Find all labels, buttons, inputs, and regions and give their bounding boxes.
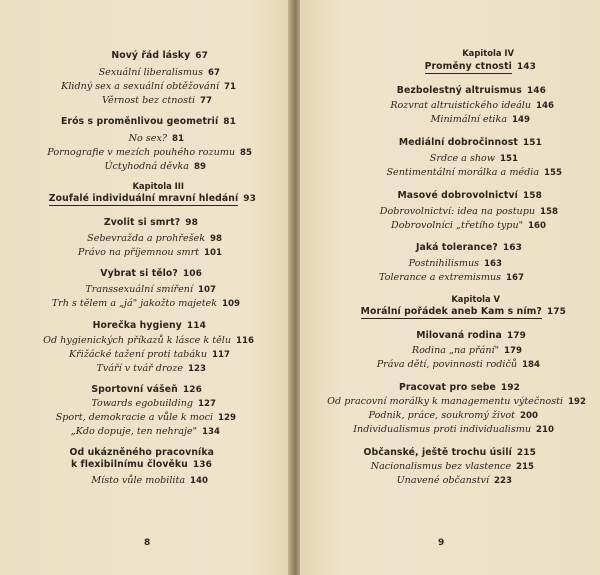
toc-text: Erós s proměnlivou geometrií [60, 116, 219, 127]
toc-subsection [102, 95, 212, 106]
toc-text: Jaká tolerance? [415, 242, 498, 253]
toc-subsection [87, 233, 222, 244]
toc-text: Pornografie v mezích pouhého rozumu [47, 147, 236, 158]
toc-text: Sport, demokracie a vůle k moci [55, 412, 214, 423]
toc-text: Rozvrat altruistického ideálu [390, 100, 532, 111]
toc-page: 151 [500, 154, 518, 164]
toc-text: Transsexuální smíření [85, 284, 194, 295]
toc-subsection [43, 335, 254, 346]
toc-text: Individualismus proti individualismu [353, 424, 532, 435]
left-page [0, 0, 292, 575]
toc-subsection [96, 363, 206, 374]
toc-page: 210 [536, 425, 554, 435]
toc-page: 71 [224, 82, 236, 92]
toc-page: 85 [240, 148, 252, 158]
toc-section [363, 447, 536, 458]
page-number: 8 [144, 538, 151, 548]
toc-page: 200 [520, 411, 538, 421]
toc-section [111, 50, 208, 61]
toc-page: 67 [195, 51, 208, 61]
toc-page: 155 [544, 168, 562, 178]
toc-page: 143 [516, 62, 536, 72]
toc-page: 89 [194, 162, 206, 172]
toc-subsection [391, 220, 546, 231]
toc-page: 77 [200, 96, 212, 106]
toc-page: 146 [536, 101, 554, 111]
chapter-title [49, 193, 256, 204]
toc-page: 163 [502, 243, 522, 253]
toc-text: Zvolit si smrt? [103, 217, 181, 228]
toc-text: Kapitola V [451, 294, 500, 304]
toc-text: Postnihilismus [408, 258, 480, 269]
toc-page: 126 [182, 385, 202, 395]
toc-section [397, 190, 542, 201]
toc-text: Věrnost bez ctnosti [101, 95, 196, 106]
toc-text: Rodina „na přání" [411, 345, 500, 356]
toc-text: Právo na příjemnou smrt [77, 247, 200, 258]
toc-page: 149 [512, 115, 530, 125]
toc-subsection [397, 475, 512, 486]
toc-subsection [104, 161, 206, 172]
toc-page: 98 [185, 218, 198, 228]
toc-subsection [71, 426, 220, 437]
toc-subsection [390, 100, 554, 111]
toc-subsection [353, 424, 554, 435]
toc-text: Dobrovolnictví: idea na postupu [379, 206, 536, 217]
toc-subsection [129, 133, 184, 144]
toc-page: 215 [516, 462, 534, 472]
chapter-title [425, 61, 536, 72]
toc-page: 136 [192, 460, 212, 470]
toc-text: Minimální etika [430, 114, 508, 125]
toc-text: Občanské, ještě trochu úsilí [363, 447, 512, 458]
toc-subsection [47, 147, 252, 158]
toc-subsection [52, 298, 240, 309]
toc-section [69, 447, 214, 458]
toc-page: 134 [202, 427, 220, 437]
toc-text: Tváří v tvář droze [96, 363, 184, 374]
toc-subsection [91, 398, 216, 409]
toc-text: Tolerance a extremismus [379, 272, 502, 283]
toc-text: Horečka hygieny [92, 320, 182, 331]
right-page [300, 0, 600, 575]
toc-section [61, 116, 236, 127]
toc-page: 163 [484, 259, 502, 269]
toc-text: k flexibilnímu člověku [70, 459, 188, 470]
toc-section [397, 85, 546, 96]
toc-page: 158 [540, 207, 558, 217]
toc-page: 223 [494, 476, 512, 486]
toc-page: 116 [236, 336, 254, 346]
toc-section [416, 330, 526, 341]
toc-subsection [56, 412, 236, 423]
toc-text: Místo vůle mobilita [91, 475, 186, 486]
toc-subsection [377, 359, 540, 370]
toc-page: 184 [522, 360, 540, 370]
toc-text: Proměny ctnosti [424, 61, 512, 72]
toc-page: 215 [516, 448, 536, 458]
toc-text: Dobrovolníci „třetího typu" [391, 220, 524, 231]
toc-text: Pracovat pro sebe [398, 382, 496, 393]
toc-subsection [78, 247, 222, 258]
toc-text: Sentimentální morálka a média [386, 167, 540, 178]
toc-subsection [430, 153, 518, 164]
toc-page: 98 [210, 234, 222, 244]
toc-section [399, 382, 520, 393]
toc-text: Úctyhodná děvka [104, 161, 190, 172]
toc-page: 93 [243, 194, 256, 204]
toc-page: 192 [568, 397, 586, 407]
toc-page: 107 [198, 285, 216, 295]
toc-text: Kapitola IV [462, 48, 514, 58]
toc-page: 140 [190, 476, 208, 486]
toc-text: Towards egobuilding [91, 398, 194, 409]
toc-subsection [69, 349, 230, 360]
toc-text: Od ukázněného pracovníka [69, 447, 214, 458]
toc-page: 67 [208, 68, 220, 78]
toc-text: Unavené občanství [396, 475, 490, 486]
toc-page: 123 [188, 364, 206, 374]
toc-section [91, 384, 202, 395]
toc-section [93, 320, 206, 331]
toc-subsection [371, 461, 534, 472]
toc-page: 192 [500, 383, 520, 393]
toc-text: Morální pořádek aneb Kam s ním? [360, 306, 542, 317]
toc-page: 175 [546, 307, 566, 317]
toc-page: 81 [172, 134, 184, 144]
toc-page: 81 [223, 117, 236, 127]
toc-text: Nový řád lásky [111, 50, 191, 61]
toc-page: 179 [506, 331, 526, 341]
toc-text: Milovaná rodina [416, 330, 502, 341]
toc-text: Podnik, práce, soukromý život [368, 410, 516, 421]
toc-subsection [61, 81, 236, 92]
toc-text: Mediální dobročinnost [398, 137, 518, 148]
page-number: 9 [438, 538, 445, 548]
toc-text: Vybrat si tělo? [100, 268, 178, 279]
toc-page: 117 [212, 350, 230, 360]
toc-section [100, 268, 202, 279]
toc-text: Křižácké tažení proti tabáku [69, 349, 208, 360]
toc-section [416, 242, 522, 253]
toc-text: Zoufalé individuální mravní hledání [48, 193, 239, 204]
chapter-title [361, 306, 566, 317]
toc-text: Sexuální liberalismus [98, 67, 204, 78]
toc-text: No sex? [128, 133, 168, 144]
toc-subsection [412, 345, 522, 356]
toc-text: Práva dětí, povinnosti rodičů [376, 359, 518, 370]
toc-page: 179 [504, 346, 522, 356]
toc-page: 158 [522, 191, 542, 201]
toc-page: 106 [182, 269, 202, 279]
toc-text: Od hygienických příkazů k lásce k tělu [43, 335, 232, 346]
chapter-label [132, 181, 184, 191]
toc-page: 114 [186, 321, 206, 331]
toc-text: „Kdo dopuje, ten nehraje" [70, 426, 198, 437]
toc-section [399, 137, 542, 148]
toc-subsection [409, 258, 502, 269]
toc-subsection [91, 475, 208, 486]
toc-page: 160 [528, 221, 546, 231]
toc-text: Trh s tělem a „já" jakožto majetek [51, 298, 218, 309]
toc-page: 101 [204, 248, 222, 258]
toc-text: Bezbolestný altruismus [396, 85, 522, 96]
toc-page: 127 [198, 399, 216, 409]
chapter-label [462, 48, 514, 58]
toc-page: 109 [222, 299, 240, 309]
chapter-label [451, 294, 500, 304]
toc-subsection [99, 67, 220, 78]
toc-text: Srdce a show [429, 153, 496, 164]
toc-text: Masové dobrovolnictví [397, 190, 518, 201]
toc-page: 146 [526, 86, 546, 96]
toc-text: Kapitola III [132, 181, 184, 191]
toc-section [104, 217, 198, 228]
toc-subsection [85, 284, 216, 295]
toc-text: Od pracovní morálky k managementu výtečnosti [327, 396, 564, 407]
toc-subsection [431, 114, 530, 125]
toc-subsection [386, 167, 562, 178]
toc-text: Sportovní vášeň [91, 384, 178, 395]
toc-page: 151 [522, 138, 542, 148]
toc-page: 129 [218, 413, 236, 423]
toc-text: Sebevražda a prohřešek [87, 233, 206, 244]
toc-subsection [380, 206, 558, 217]
toc-text: Klidný sex a sexuální obtěžování [61, 81, 220, 92]
toc-subsection [379, 272, 524, 283]
toc-subsection [327, 396, 586, 407]
toc-page: 167 [506, 273, 524, 283]
toc-text: Nacionalismus bez vlastence [370, 461, 512, 472]
toc-subsection [369, 410, 539, 421]
toc-section [71, 459, 212, 470]
